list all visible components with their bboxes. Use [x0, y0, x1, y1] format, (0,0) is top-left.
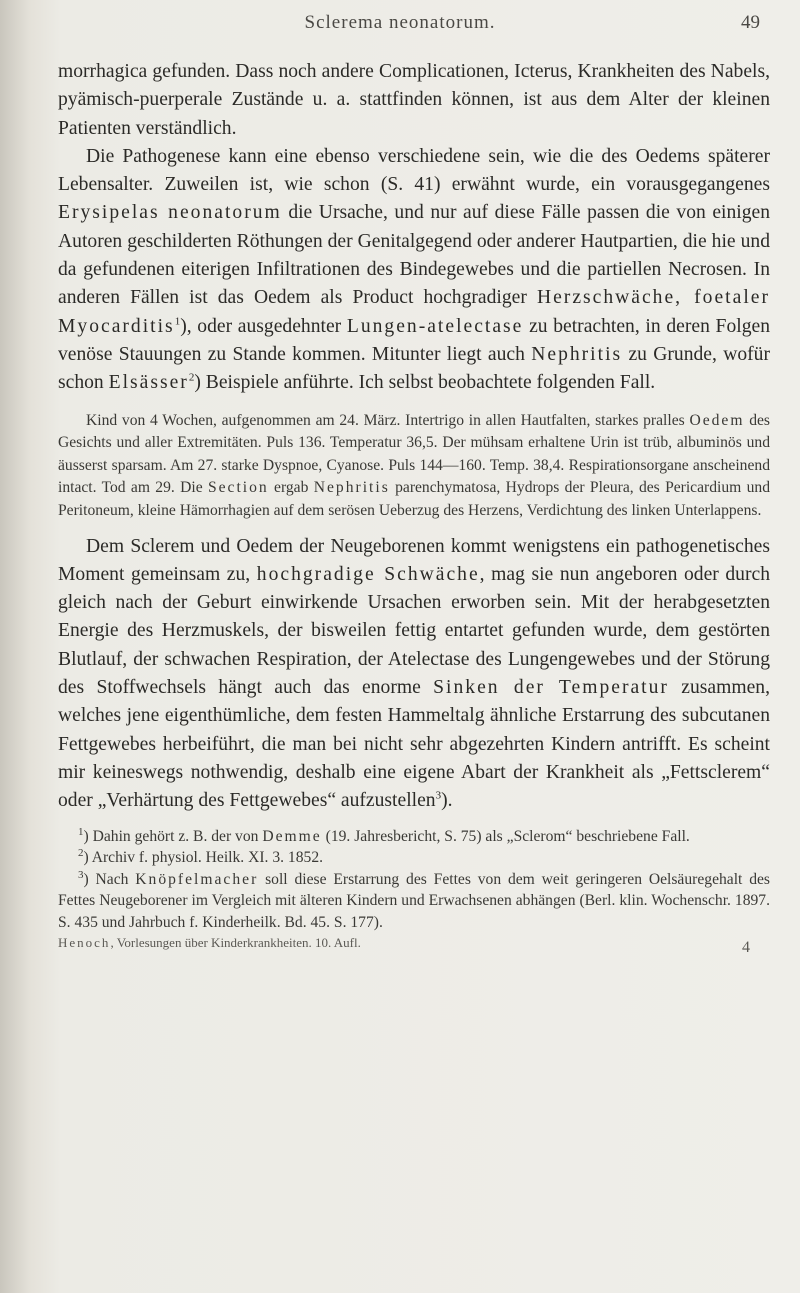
text-run: Dem Sclerem und Oedem der Neugeborenen kommt wenigstens ein pathogenetisches Moment gemeinsam zu,: [58, 535, 770, 585]
footnote-mark: 1: [78, 825, 84, 838]
text-run: soll diese Erstarrung des Fettes von dem weit geringeren Oelsäuregehalt des Fettes Neugeborener im Vergleich mit älteren Kindern und Erwachsenen abhängen (Berl. klin. Wochenschr. 1897. S. 435 und Jahrbuch f. Kinderheilk. Bd. 45. S. 177).: [58, 870, 770, 931]
emphasis-lungenatelectase: Lungen-atelectase: [346, 315, 524, 337]
text-run: ) Nach: [83, 870, 136, 888]
emphasis-oedem: Oedem: [689, 411, 745, 429]
footnote-ref-2: 2: [188, 371, 195, 384]
text-run: die Ursache, und nur auf diese Fälle passen die von einigen Autoren geschilderten Röthungen der Genitalgegend oder anderer Hautpartien, die hie und da gefundenen eiterigen Infiltrationen des Bindegewebes und die partiellen Necrosen. In anderen Fällen ist das Oedem als Product hochgradiger: [58, 202, 771, 309]
page-body: [58, 58, 771, 957]
text-run: zu Grunde, wofür schon: [58, 343, 770, 394]
footnote-1: [58, 826, 770, 848]
text-run: zu betrachten, in deren Folgen venöse Stauungen zu Stande kommen. Mitunter liegt auch: [58, 315, 770, 365]
author-demme: Demme: [262, 827, 322, 845]
text-run: ergab: [268, 479, 314, 497]
footnote-2: [58, 847, 770, 869]
main-text-2: [58, 533, 770, 816]
emphasis-herzschwaeche: Herzschwäche, foetaler Myocarditis: [58, 287, 770, 337]
text-run: Kind von 4 Wochen, aufgenommen am 24. März. Intertrigo in allen Hautfalten, starkes pralles: [86, 411, 690, 429]
footnote-mark: 2: [78, 846, 84, 859]
text-run: ), oder ausgedehnter: [180, 315, 347, 337]
paragraph-2: [58, 143, 770, 398]
case-report: [58, 410, 770, 523]
footnote-mark: 3: [78, 868, 84, 881]
running-title: Sclerema neonatorum.: [304, 12, 496, 33]
text-run: , mag sie nun angeboren oder durch gleich nach der Geburt einwirkende Ursachen erworben sein. Mit der herabgesetzten Energie des Herzmuskels, der bisweilen fettig entartet gefunden wurde, dem gestörten Blutlauf, der schwachen Respiration, der Atelectase des Lungengewebes und der Störung des Stoffwechsels hängt auch das enorme: [58, 563, 770, 699]
emphasis-nephritis: Nephritis: [531, 343, 623, 365]
text-run: zusammen, welches jene eigenthümliche, dem festen Hammeltalg ähnliche Erstarrung des subcutanen Fettgewebes herbeiführt, die man bei nicht sehr abgezehrten Kindern antrifft. Es scheint mir keineswegs nothwendig, deshalb eine eigene Abart der Krankheit als „Fettsclerem“ oder „Verhärtung des Fettgewebes“ aufzustellen: [58, 677, 770, 812]
text-run: Die Pathogenese kann eine ebenso verschiedene sein, wie die des Oedems späterer Lebensalter. Zuweilen ist, wie schon (S. 41) erwähnt wurde, ein vorausgegangenes: [58, 145, 770, 196]
paragraph-3: [58, 533, 770, 816]
sheet-signature: [58, 935, 770, 957]
text-run: parenchymatosa, Hydrops der Pleura, des Pericardium und Peritoneum, kleine Hämorrhagien auf dem serösen Ueberzug des Herzens, Verdichtung des linken Unterlappens.: [58, 479, 770, 519]
footnote-ref-1: 1: [174, 315, 181, 328]
main-text: [58, 58, 770, 398]
text-run: (19. Jahresbericht, S. 75) als „Sclerom“ beschriebene Fall.: [321, 827, 690, 845]
emphasis-sinken-temperatur: Sinken der Temperatur: [433, 677, 669, 699]
text-run: ) Archiv f. physiol. Heilk. XI. 3. 1852.: [83, 849, 324, 867]
text-run: ).: [441, 790, 453, 812]
emphasis-section: Section: [207, 479, 269, 497]
sheet-number: 4: [742, 939, 750, 957]
footnote-ref-3: 3: [435, 789, 442, 802]
page-number: 49: [741, 12, 760, 33]
author-knoepfelmacher: Knöpfelmacher: [135, 870, 259, 888]
signature-title: , Vorlesungen über Kinderkrankheiten. 10. Aufl.: [110, 935, 361, 951]
paragraph-1: morrhagica gefunden. Dass noch andere Complicationen, Icterus, Krankheiten des Nabels, pyämisch-puerperale Zustände u. a. stattfinden können, ist aus dem Alter der kleinen Patienten verständlich.: [58, 61, 770, 139]
text-run: ) Dahin gehört z. B. der von: [83, 827, 263, 845]
text-run: ) Beispiele anführte. Ich selbst beobachtete folgenden Fall.: [194, 372, 656, 394]
signature-author: Henoch: [58, 935, 111, 951]
emphasis-schwaeche: hochgradige Schwäche: [256, 563, 480, 585]
emphasis-erysipelas: Erysipelas neonatorum: [58, 202, 282, 224]
footnote-3: [58, 869, 770, 934]
emphasis-nephritis-case: Nephritis: [313, 479, 390, 497]
case-paragraph: [58, 410, 770, 523]
footnotes: [58, 826, 770, 934]
author-elsaesser: Elsässer: [108, 372, 189, 394]
text-run: des Gesichts und aller Extremitäten. Puls 136. Temperatur 36,5. Der mühsam erhaltene Urin ist trüb, albuminös und äusserst sparsam. Am 27. starke Dyspnoe, Cyanose. Puls 144—160. Temp. 38,4. Respirationsorgane anscheinend intact. Tod am 29. Die: [58, 411, 770, 497]
